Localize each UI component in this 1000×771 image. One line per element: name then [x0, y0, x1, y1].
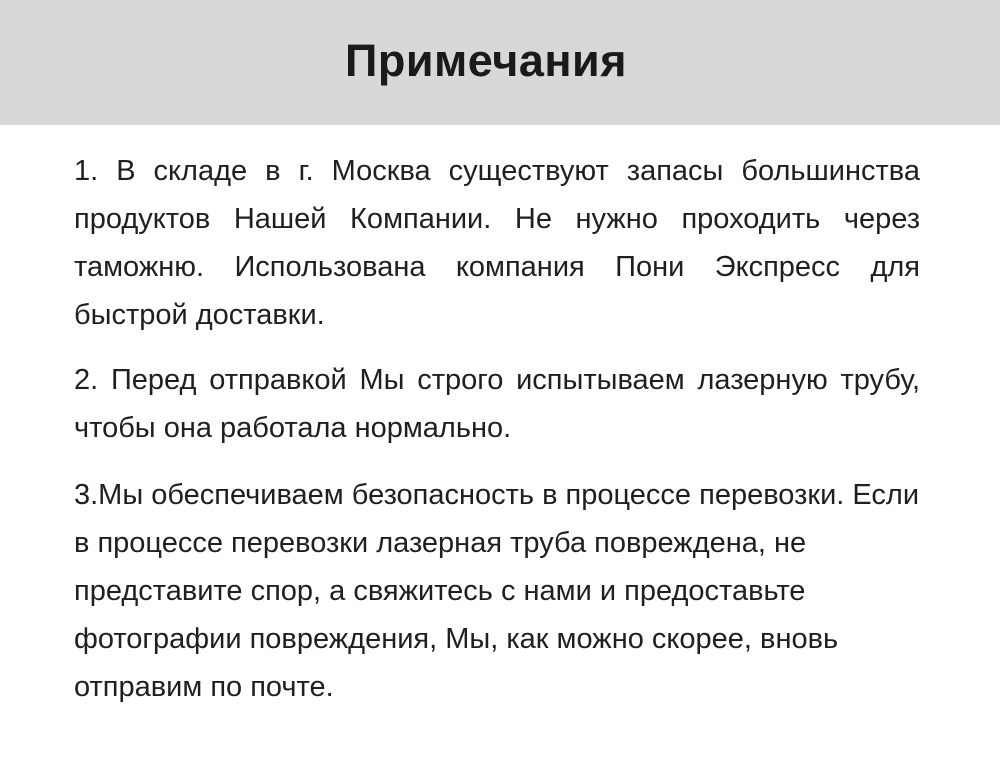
note-item-3: 3.Мы обеспечиваем безопасность в процессе перевозки. Если в процессе перевозки лазерная труба повреждена, не представите спор, а свяжитесь с нами и предоставьте фотографии повреждения, Мы, как можно скорее, вновь отправим по почте.	[74, 479, 920, 703]
header-banner	[0, 0, 1000, 125]
page-title: Примечания	[345, 35, 627, 86]
notes-list	[74, 147, 920, 711]
note-item-2: 2. Перед отправкой Мы строго испытываем лазерную трубу, чтобы она работала нормально.	[74, 364, 920, 444]
note-item-1: 1. В складе в г. Москва существуют запасы большинства продуктов Нашей Компании. Не нужно проходить через таможню. Использована компания Пони Экспресс для быстрой доставки.	[74, 155, 920, 331]
